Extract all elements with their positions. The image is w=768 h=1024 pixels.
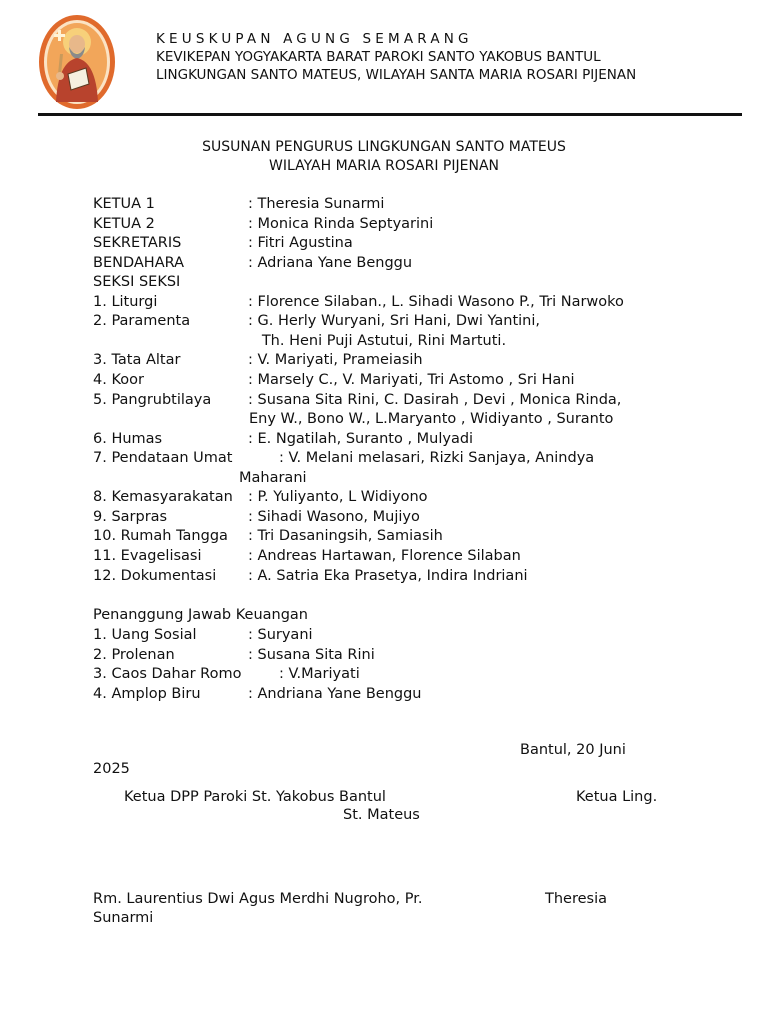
finance-value: : Andriana Yane Benggu [248, 686, 422, 702]
row-value: : Adriana Yane Benggu [248, 255, 413, 271]
row-value: : V. Mariyati, Prameiasih [248, 352, 423, 368]
finance-label: 3. Caos Dahar Romo [93, 666, 242, 682]
document-subtitle: WILAYAH MARIA ROSARI PIJENAN [269, 158, 499, 174]
row-label: SEKRETARIS [93, 235, 182, 251]
row-value: : Fitri Agustina [248, 235, 353, 251]
row-value: : E. Ngatilah, Suranto , Mulyadi [248, 431, 474, 447]
row-value: : Andreas Hartawan, Florence Silaban [248, 548, 521, 564]
row-label: 2. Paramenta [93, 313, 191, 329]
finance-value: : Suryani [248, 627, 313, 643]
left-signatory-name: Rm. Laurentius Dwi Agus Merdhi Nugroho, Pr. [93, 891, 423, 907]
row-label: 3. Tata Altar [93, 352, 181, 368]
row-value: : Marsely C., V. Mariyati, Tri Astomo , Sri Hani [248, 372, 575, 388]
row-value: : P. Yuliyanto, L Widiyono [248, 489, 428, 505]
row-value: : Tri Dasaningsih, Samiasih [248, 528, 443, 544]
row-label: 12. Dokumentasi [93, 568, 217, 584]
row-label: 10. Rumah Tangga [93, 528, 228, 544]
row-value: : V. Melani melasari, Rizki Sanjaya, Anindya [279, 450, 595, 466]
row-label: 6. Humas [93, 431, 163, 447]
row-label: 11. Evagelisasi [93, 548, 202, 564]
row-label: BENDAHARA [93, 255, 185, 271]
finance-label: 1. Uang Sosial [93, 627, 197, 643]
row-value: : Florence Silaban., L. Sihadi Wasono P., Tri Narwoko [248, 294, 624, 310]
finance-value: : V.Mariyati [279, 666, 360, 682]
row-value-continued: Maharani [239, 470, 307, 486]
right-signatory-title: Ketua Ling. [576, 789, 658, 805]
date-year: 2025 [93, 761, 130, 777]
row-value: : G. Herly Wuryani, Sri Hani, Dwi Yantini, [248, 313, 540, 329]
row-label: 7. Pendataan Umat [93, 450, 233, 466]
row-value-continued: Eny W., Bono W., L.Maryanto , Widiyanto , Suranto [249, 411, 614, 427]
row-value: : Monica Rinda Septyarini [248, 216, 434, 232]
row-value-continued: Th. Heni Puji Astutui, Rini Martuti. [248, 333, 507, 349]
row-value: : Susana Sita Rini, C. Dasirah , Devi , Monica Rinda, [248, 392, 622, 408]
row-value: : Theresia Sunarmi [248, 196, 385, 212]
saint-icon [38, 14, 116, 110]
left-signatory-title: Ketua DPP Paroki St. Yakobus Bantul [124, 789, 386, 805]
right-signatory-name-continued: Sunarmi [93, 910, 154, 926]
row-label: 5. Pangrubtilaya [93, 392, 212, 408]
row-label: KETUA 1 [93, 196, 155, 212]
header-community: LINGKUNGAN SANTO MATEUS, WILAYAH SANTA MARIA ROSARI PIJENAN [156, 67, 637, 83]
row-value: : A. Satria Eka Prasetya, Indira Indriani [248, 568, 528, 584]
finance-label: 2. Prolenan [93, 647, 175, 663]
row-value: : Sihadi Wasono, Mujiyo [248, 509, 420, 525]
row-label: 4. Koor [93, 372, 144, 388]
place-date: Bantul, 20 Juni [520, 742, 626, 758]
row-label: 1. Liturgi [93, 294, 158, 310]
finance-value: : Susana Sita Rini [248, 647, 375, 663]
row-label: KETUA 2 [93, 216, 155, 232]
header-vicariate: KEVIKEPAN YOGYAKARTA BARAT PAROKI SANTO YAKOBUS BANTUL [156, 49, 601, 65]
right-signatory-name: Theresia [545, 891, 608, 907]
row-label: 9. Sarpras [93, 509, 168, 525]
finance-label: 4. Amplop Biru [93, 686, 201, 702]
header-divider [38, 113, 742, 116]
finance-heading: Penanggung Jawab Keuangan [93, 607, 308, 623]
row-label: SEKSI SEKSI [93, 274, 181, 290]
document-title: SUSUNAN PENGURUS LINGKUNGAN SANTO MATEUS [202, 139, 566, 155]
right-signatory-title-continued: St. Mateus [343, 807, 420, 823]
row-label: 8. Kemasyarakatan [93, 489, 233, 505]
header-archdiocese: KEUSKUPAN AGUNG SEMARANG [156, 31, 473, 47]
